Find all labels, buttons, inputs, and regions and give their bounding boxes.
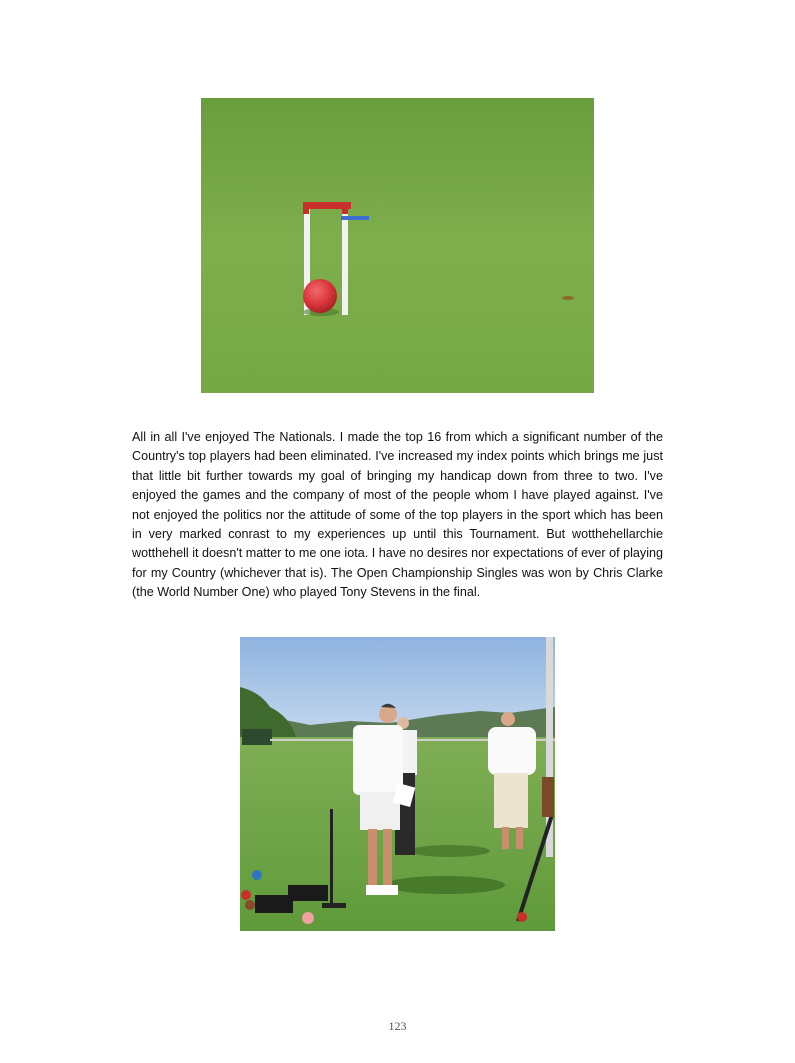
ball-blue — [252, 870, 262, 880]
mallet — [330, 809, 333, 907]
shadow — [410, 845, 490, 857]
body-paragraph: All in all I've enjoyed The Nationals. I made the top 16 from which a significant number of the Country's top players had been eliminated. I've increased my index points which brings me just that little bit further towards my goal of bringing my handicap down from three to two. I've enjoyed the games and the company of most of the people whom I have played against. I've not enjoyed the politics nor the attitude of some of the top players in the sport which has been in very marked conrast to my experiences up until this Tournament. But wotthehellarchie wotthehell it doesn't matter to me one iota. I have no desires nor expectations of ever of playing for my Country (whichever that is). The Open Championship Singles was won by Chris Clarke (the World Number One) who played Tony Stevens in the final. — [132, 430, 663, 600]
croquet-hoop-photo — [201, 98, 594, 393]
board — [542, 777, 554, 817]
mallet-head — [322, 903, 346, 908]
leaf — [562, 296, 574, 300]
ball-pink — [302, 912, 314, 924]
lawn — [201, 98, 594, 393]
ball-red — [241, 890, 251, 900]
page-number: 123 — [388, 1019, 407, 1033]
box — [288, 885, 328, 901]
red-croquet-ball — [303, 279, 337, 313]
ball-red-right — [517, 912, 527, 922]
players-on-lawn-photo — [240, 637, 555, 931]
shed — [242, 729, 272, 745]
ball-black — [245, 900, 255, 910]
shadow — [385, 876, 505, 894]
box — [255, 895, 293, 913]
